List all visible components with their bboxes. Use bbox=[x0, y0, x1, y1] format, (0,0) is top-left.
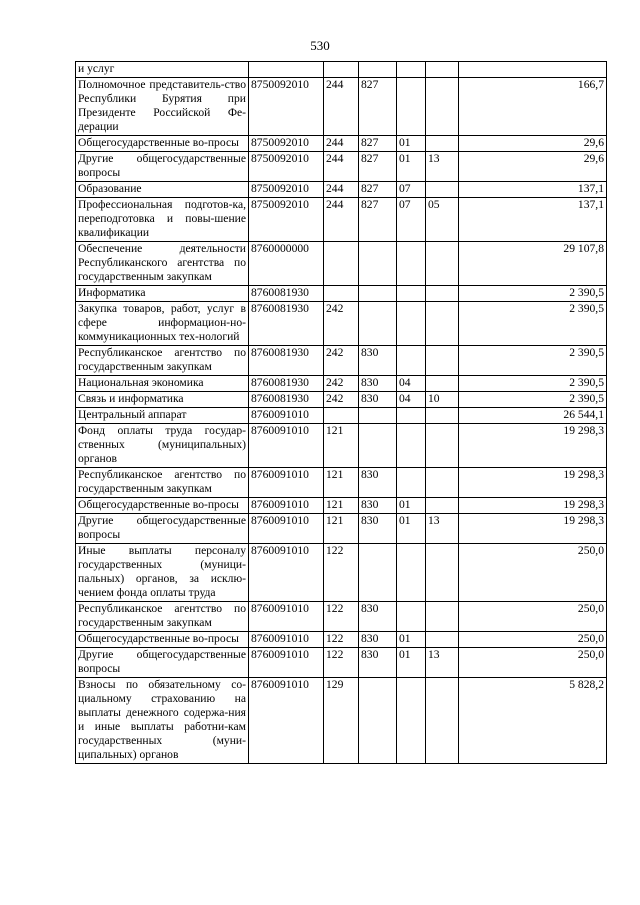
administrator-code: 827 bbox=[359, 152, 397, 182]
subsection-code bbox=[426, 242, 459, 286]
section-code bbox=[397, 286, 426, 302]
subsection-code bbox=[426, 136, 459, 152]
table-row bbox=[76, 392, 607, 408]
row-name: Профессиональная подготов-ка, переподготовка и повы-шение квалификации bbox=[76, 198, 249, 242]
expense-type-code bbox=[324, 242, 359, 286]
target-article-code: 8760091010 bbox=[249, 498, 324, 514]
amount: 250,0 bbox=[459, 648, 607, 678]
amount: 137,1 bbox=[459, 182, 607, 198]
section-code: 01 bbox=[397, 514, 426, 544]
section-code bbox=[397, 242, 426, 286]
expense-type-code: 129 bbox=[324, 678, 359, 764]
row-name: Полномочное представитель-ство Республики Бурятия при Президенте Российской Фе-дерации bbox=[76, 78, 249, 136]
subsection-code bbox=[426, 302, 459, 346]
row-name: Другие общегосударственные вопросы bbox=[76, 152, 249, 182]
amount: 250,0 bbox=[459, 602, 607, 632]
target-article-code: 8760091010 bbox=[249, 408, 324, 424]
section-code: 07 bbox=[397, 198, 426, 242]
target-article-code bbox=[249, 62, 324, 78]
table-row bbox=[76, 602, 607, 632]
row-name: Взносы по обязательному со-циальному страхованию на выплаты денежного содержа-ния и иные выплаты работни-кам государственных (муни-ципальных) органов bbox=[76, 678, 249, 764]
subsection-code bbox=[426, 62, 459, 78]
amount: 19 298,3 bbox=[459, 468, 607, 498]
expense-type-code: 122 bbox=[324, 602, 359, 632]
subsection-code bbox=[426, 78, 459, 136]
amount bbox=[459, 62, 607, 78]
amount: 29 107,8 bbox=[459, 242, 607, 286]
table-row bbox=[76, 182, 607, 198]
administrator-code: 827 bbox=[359, 136, 397, 152]
administrator-code bbox=[359, 286, 397, 302]
target-article-code: 8760000000 bbox=[249, 242, 324, 286]
target-article-code: 8760091010 bbox=[249, 424, 324, 468]
administrator-code: 830 bbox=[359, 346, 397, 376]
target-article-code: 8760091010 bbox=[249, 632, 324, 648]
subsection-code bbox=[426, 498, 459, 514]
target-article-code: 8760091010 bbox=[249, 678, 324, 764]
amount: 19 298,3 bbox=[459, 498, 607, 514]
target-article-code: 8750092010 bbox=[249, 198, 324, 242]
row-name: Общегосударственные во-просы bbox=[76, 632, 249, 648]
row-name: Общегосударственные во-просы bbox=[76, 498, 249, 514]
administrator-code: 830 bbox=[359, 468, 397, 498]
section-code bbox=[397, 544, 426, 602]
subsection-code bbox=[426, 424, 459, 468]
expense-type-code: 121 bbox=[324, 424, 359, 468]
table-row bbox=[76, 544, 607, 602]
row-name: Центральный аппарат bbox=[76, 408, 249, 424]
subsection-code bbox=[426, 632, 459, 648]
amount: 2 390,5 bbox=[459, 346, 607, 376]
administrator-code bbox=[359, 242, 397, 286]
target-article-code: 8760091010 bbox=[249, 468, 324, 498]
expense-type-code: 244 bbox=[324, 136, 359, 152]
section-code: 04 bbox=[397, 392, 426, 408]
target-article-code: 8760081930 bbox=[249, 392, 324, 408]
expense-type-code: 242 bbox=[324, 376, 359, 392]
target-article-code: 8760081930 bbox=[249, 286, 324, 302]
section-code bbox=[397, 62, 426, 78]
administrator-code bbox=[359, 408, 397, 424]
section-code: 01 bbox=[397, 152, 426, 182]
target-article-code: 8750092010 bbox=[249, 136, 324, 152]
subsection-code bbox=[426, 408, 459, 424]
section-code: 01 bbox=[397, 648, 426, 678]
subsection-code bbox=[426, 346, 459, 376]
subsection-code bbox=[426, 286, 459, 302]
administrator-code bbox=[359, 302, 397, 346]
expense-type-code: 242 bbox=[324, 302, 359, 346]
section-code: 04 bbox=[397, 376, 426, 392]
row-name: Другие общегосударственные вопросы bbox=[76, 514, 249, 544]
expense-type-code: 122 bbox=[324, 544, 359, 602]
subsection-code: 05 bbox=[426, 198, 459, 242]
table-row bbox=[76, 152, 607, 182]
table-row bbox=[76, 346, 607, 376]
table-row bbox=[76, 286, 607, 302]
target-article-code: 8760091010 bbox=[249, 602, 324, 632]
table-row bbox=[76, 376, 607, 392]
section-code bbox=[397, 602, 426, 632]
expense-type-code: 244 bbox=[324, 182, 359, 198]
row-name: Закупка товаров, работ, услуг в сфере информацион-но-коммуникационных тех-нологий bbox=[76, 302, 249, 346]
administrator-code bbox=[359, 678, 397, 764]
amount: 2 390,5 bbox=[459, 392, 607, 408]
administrator-code: 830 bbox=[359, 602, 397, 632]
amount: 29,6 bbox=[459, 136, 607, 152]
amount: 2 390,5 bbox=[459, 302, 607, 346]
expense-type-code: 121 bbox=[324, 468, 359, 498]
expense-type-code: 121 bbox=[324, 498, 359, 514]
expense-type-code: 122 bbox=[324, 632, 359, 648]
table-row bbox=[76, 498, 607, 514]
target-article-code: 8760091010 bbox=[249, 648, 324, 678]
subsection-code bbox=[426, 602, 459, 632]
section-code: 01 bbox=[397, 498, 426, 514]
expense-type-code: 242 bbox=[324, 346, 359, 376]
table-row bbox=[76, 514, 607, 544]
subsection-code bbox=[426, 182, 459, 198]
row-name: Иные выплаты персоналу государственных (муници-пальных) органов, за исклю-чением фонда оплаты труда bbox=[76, 544, 249, 602]
section-code: 01 bbox=[397, 632, 426, 648]
amount: 137,1 bbox=[459, 198, 607, 242]
subsection-code bbox=[426, 376, 459, 392]
administrator-code: 827 bbox=[359, 182, 397, 198]
section-code bbox=[397, 302, 426, 346]
target-article-code: 8760081930 bbox=[249, 346, 324, 376]
amount: 250,0 bbox=[459, 632, 607, 648]
amount: 2 390,5 bbox=[459, 376, 607, 392]
expense-type-code bbox=[324, 408, 359, 424]
target-article-code: 8760091010 bbox=[249, 514, 324, 544]
amount: 5 828,2 bbox=[459, 678, 607, 764]
table-row bbox=[76, 242, 607, 286]
expense-type-code: 242 bbox=[324, 392, 359, 408]
section-code bbox=[397, 424, 426, 468]
administrator-code: 827 bbox=[359, 78, 397, 136]
expense-type-code bbox=[324, 62, 359, 78]
row-name: Образование bbox=[76, 182, 249, 198]
administrator-code: 830 bbox=[359, 632, 397, 648]
amount: 26 544,1 bbox=[459, 408, 607, 424]
row-name: Республиканское агентство по государственным закупкам bbox=[76, 602, 249, 632]
subsection-code: 13 bbox=[426, 648, 459, 678]
table-row bbox=[76, 678, 607, 764]
row-name: Информатика bbox=[76, 286, 249, 302]
section-code bbox=[397, 678, 426, 764]
table-row bbox=[76, 302, 607, 346]
target-article-code: 8750092010 bbox=[249, 152, 324, 182]
row-name: Республиканское агентство по государственным закупкам bbox=[76, 468, 249, 498]
administrator-code: 830 bbox=[359, 498, 397, 514]
administrator-code: 830 bbox=[359, 376, 397, 392]
row-name: Фонд оплаты труда государ-ственных (муниципальных) органов bbox=[76, 424, 249, 468]
administrator-code: 830 bbox=[359, 514, 397, 544]
amount: 19 298,3 bbox=[459, 514, 607, 544]
table-row bbox=[76, 198, 607, 242]
target-article-code: 8750092010 bbox=[249, 182, 324, 198]
table-row bbox=[76, 648, 607, 678]
table-row bbox=[76, 136, 607, 152]
table-row bbox=[76, 424, 607, 468]
row-name: Республиканское агентство по государственным закупкам bbox=[76, 346, 249, 376]
table-row bbox=[76, 78, 607, 136]
expense-type-code bbox=[324, 286, 359, 302]
target-article-code: 8750092010 bbox=[249, 78, 324, 136]
amount: 19 298,3 bbox=[459, 424, 607, 468]
subsection-code bbox=[426, 468, 459, 498]
section-code: 01 bbox=[397, 136, 426, 152]
administrator-code bbox=[359, 62, 397, 78]
target-article-code: 8760081930 bbox=[249, 302, 324, 346]
page-number: 530 bbox=[310, 38, 330, 53]
expense-type-code: 244 bbox=[324, 198, 359, 242]
amount: 2 390,5 bbox=[459, 286, 607, 302]
administrator-code: 830 bbox=[359, 392, 397, 408]
table-row bbox=[76, 62, 607, 78]
administrator-code: 830 bbox=[359, 648, 397, 678]
subsection-code: 13 bbox=[426, 514, 459, 544]
subsection-code: 10 bbox=[426, 392, 459, 408]
administrator-code bbox=[359, 424, 397, 468]
table-row bbox=[76, 408, 607, 424]
section-code bbox=[397, 408, 426, 424]
subsection-code: 13 bbox=[426, 152, 459, 182]
row-name: Другие общегосударственные вопросы bbox=[76, 648, 249, 678]
administrator-code: 827 bbox=[359, 198, 397, 242]
table-row bbox=[76, 468, 607, 498]
subsection-code bbox=[426, 678, 459, 764]
section-code bbox=[397, 468, 426, 498]
expense-type-code: 121 bbox=[324, 514, 359, 544]
row-name: Общегосударственные во-просы bbox=[76, 136, 249, 152]
amount: 250,0 bbox=[459, 544, 607, 602]
amount: 166,7 bbox=[459, 78, 607, 136]
row-name: и услуг bbox=[76, 62, 249, 78]
subsection-code bbox=[426, 544, 459, 602]
row-name: Связь и информатика bbox=[76, 392, 249, 408]
section-code bbox=[397, 78, 426, 136]
amount: 29,6 bbox=[459, 152, 607, 182]
row-name: Национальная экономика bbox=[76, 376, 249, 392]
table-row bbox=[76, 632, 607, 648]
section-code: 07 bbox=[397, 182, 426, 198]
budget-table bbox=[75, 61, 607, 764]
administrator-code bbox=[359, 544, 397, 602]
section-code bbox=[397, 346, 426, 376]
expense-type-code: 244 bbox=[324, 78, 359, 136]
expense-type-code: 244 bbox=[324, 152, 359, 182]
expense-type-code: 122 bbox=[324, 648, 359, 678]
target-article-code: 8760081930 bbox=[249, 376, 324, 392]
target-article-code: 8760091010 bbox=[249, 544, 324, 602]
row-name: Обеспечение деятельности Республиканского агентства по государственным закупкам bbox=[76, 242, 249, 286]
